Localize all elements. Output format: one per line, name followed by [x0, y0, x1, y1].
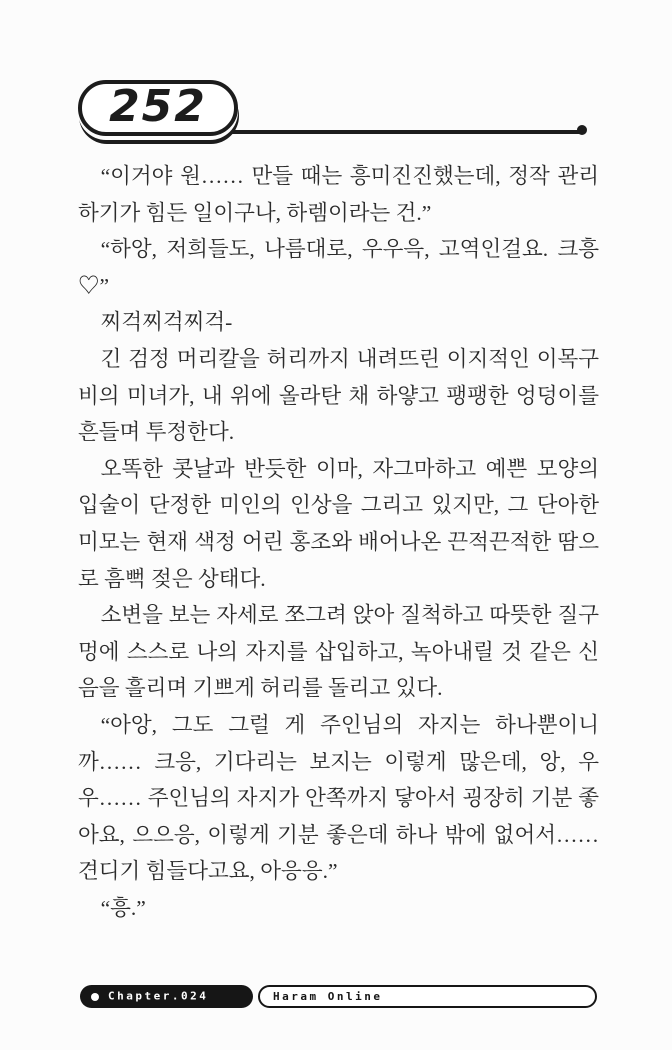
bullet-icon — [91, 993, 99, 1001]
header-rule — [210, 130, 582, 134]
series-title-label: Haram Online — [273, 990, 383, 1003]
header-ring-icon — [577, 125, 587, 135]
body-text — [78, 158, 599, 926]
paragraph: 긴 검정 머리칼을 허리까지 내려뜨린 이지적인 이목구비의 미녀가, 내 위에 올라탄 채 하얗고 팽팽한 엉덩이를 흔들며 투정한다. — [78, 346, 599, 445]
page-number: 252 — [109, 80, 207, 132]
paragraph: “아앙, 그도 그럴 게 주인님의 자지는 하나뿐이니까…… 크응, 기다리는 보지는 이렇게 많은데, 앙, 우우…… 주인님의 자지가 안쪽까지 닿아서 굉장히 기분 좋아요, 으으응, 이렇게 기분 좋은데 하나 밖에 없어서…… 견디기 힘들다고요, 아응응.” — [78, 712, 599, 884]
paragraph: “하앙, 저희들도, 나름대로, 우우윽, 고역인걸요. 크흥♡” — [78, 237, 599, 298]
series-title-badge — [258, 985, 597, 1008]
paragraph: 소변을 보는 자세로 쪼그려 앉아 질척하고 따뜻한 질구멍에 스스로 나의 자지를 삽입하고, 녹아내릴 것 같은 신음을 흘리며 기쁘게 허리를 돌리고 있다. — [78, 603, 599, 701]
chapter-badge — [80, 985, 253, 1008]
chapter-label: Chapter.024 — [108, 989, 209, 1003]
page-number-badge — [78, 80, 238, 136]
paragraph: “이거야 원…… 만들 때는 흥미진진했는데, 정작 관리하기가 힘든 일이구나, 하렘이라는 건.” — [78, 164, 599, 225]
paragraph: 찌걱찌걱찌걱- — [100, 310, 233, 335]
paragraph: 오똑한 콧날과 반듯한 이마, 자그마하고 예쁜 모양의 입술이 단정한 미인의 인상을 그리고 있지만, 그 단아한 미모는 현재 색정 어린 홍조와 배어나온 끈적끈적한 땀으로 흠뻑 젖은 상태다. — [78, 456, 599, 591]
paragraph: “흥.” — [100, 895, 146, 920]
